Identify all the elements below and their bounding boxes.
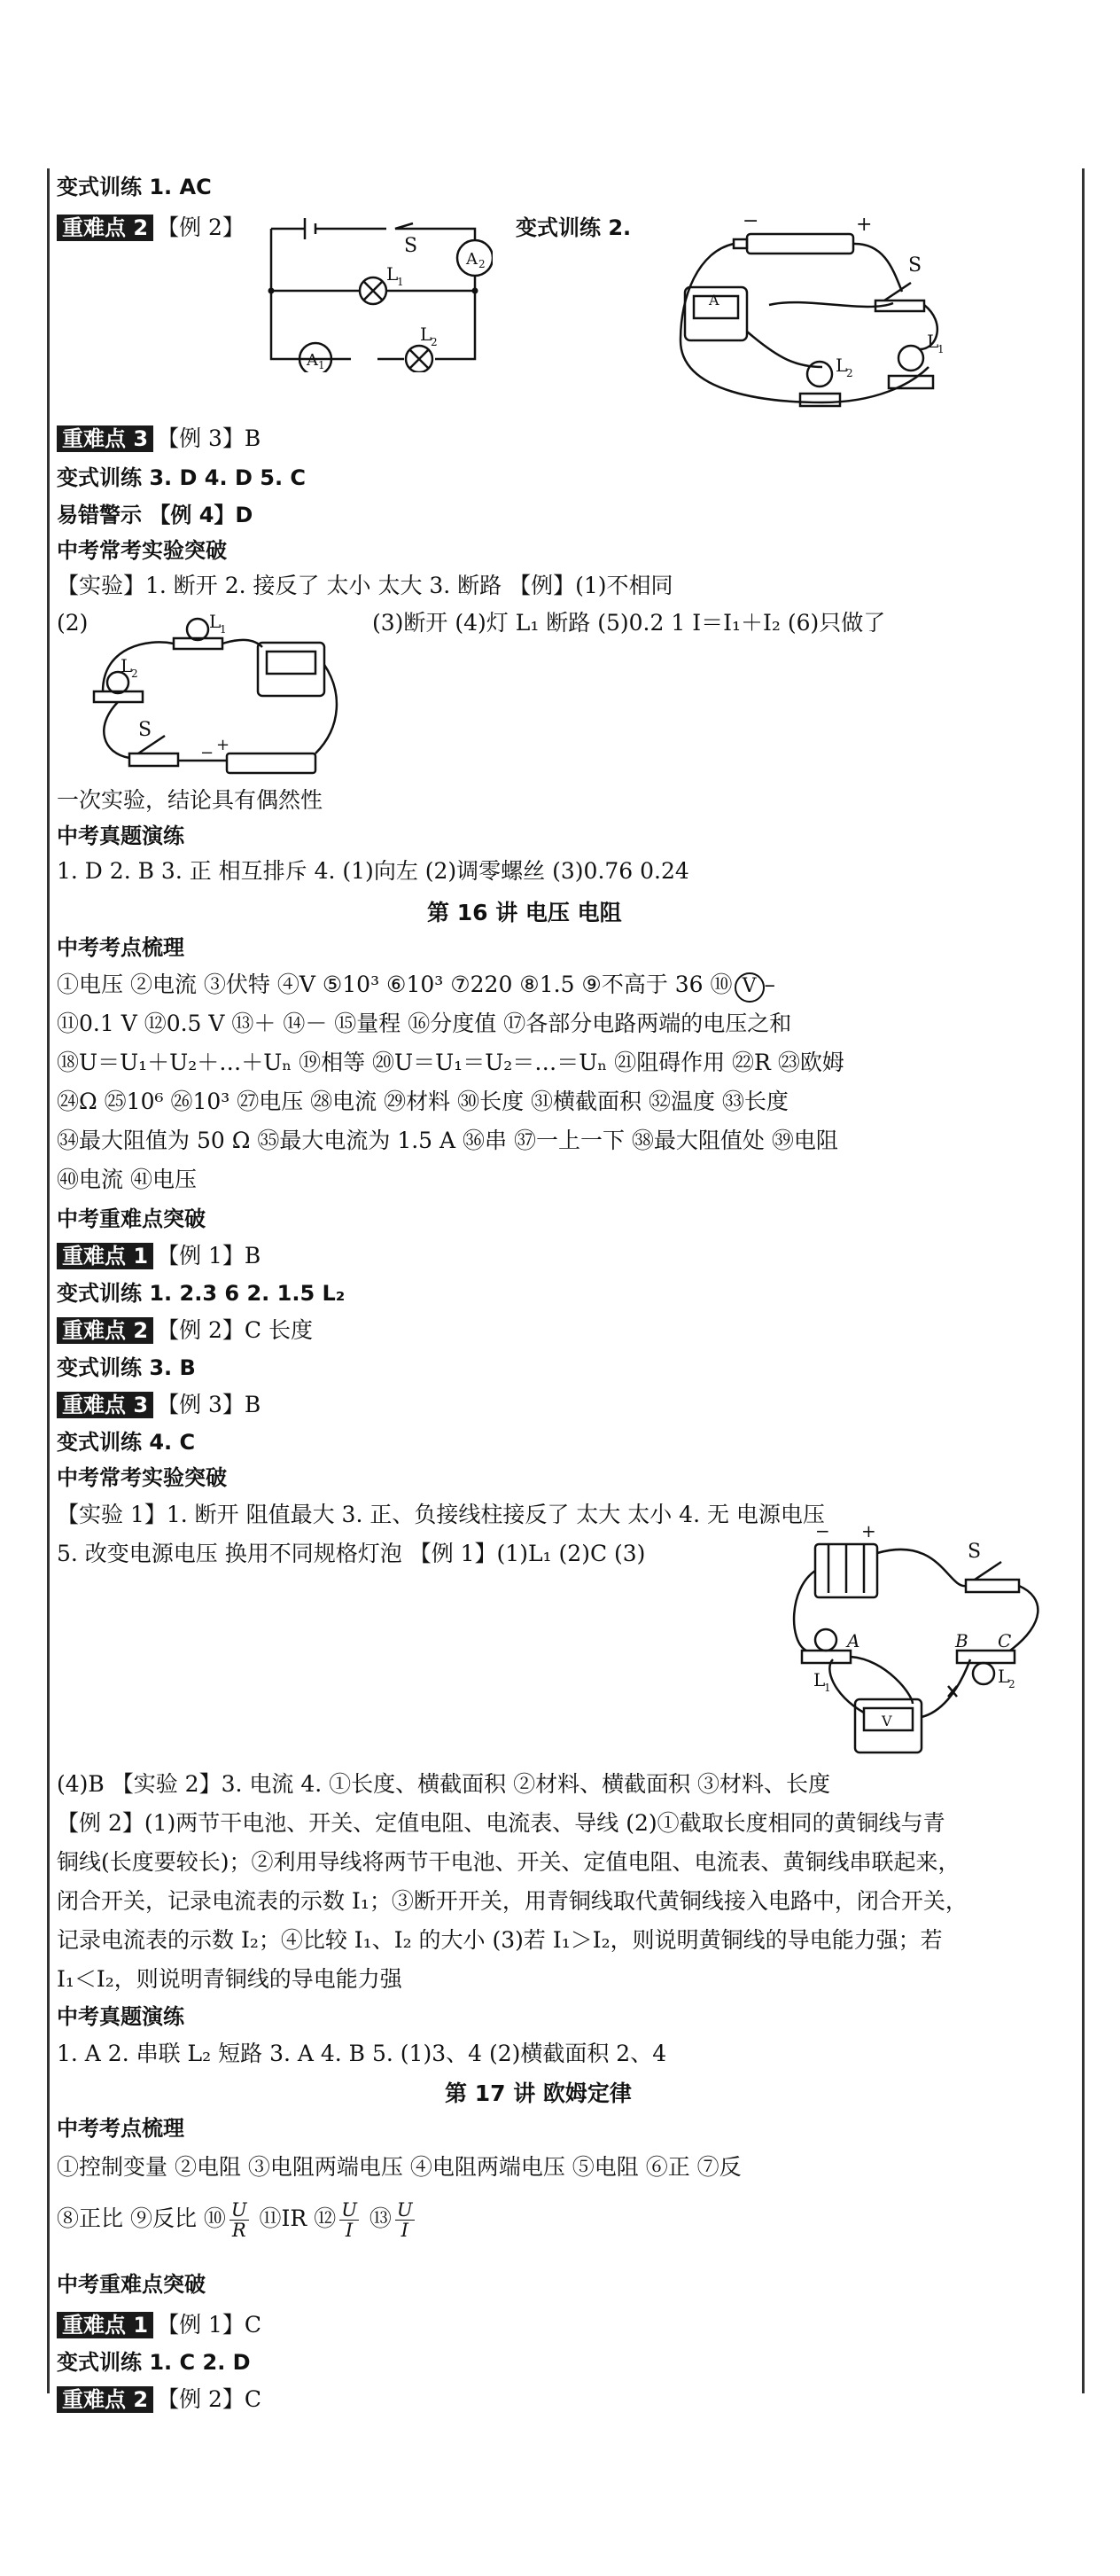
svg-text:−: − [200,744,214,762]
line-points-ohm-1: ①控制变量 ②电阻 ③电阻两端电压 ④电阻两端电压 ⑤电阻 ⑥正 ⑦反 [57,2154,742,2180]
svg-text:S: S [968,1541,982,1563]
line-experiment: 【实验】1. 断开 2. 接反了 太小 太大 3. 断路 【例】(1)不相同 [57,573,673,598]
svg-text:V: V [882,1713,892,1729]
svg-text:L: L [813,1669,826,1690]
line-variant-1: 变式训练 1. AC [57,175,212,199]
line-key-point-2c: 重难点 2 【例 2】C [57,2385,261,2415]
svg-text:+: + [856,216,873,236]
line-variant-3b: 变式训练 3. B [57,1355,196,1380]
physical-circuit-diagram-3 [780,1518,1063,1766]
line-exam-answers-2: 1. A 2. 串联 L₂ 短路 3. A 4. B 5. (1)3、4 (2)横截面积 2、4 [57,2041,667,2066]
physical-circuit-diagram-1 [663,216,955,420]
fraction-u-over-i: $\frac{U}{I}$ [396,2199,413,2241]
line-points-5: ㉞最大阻值为 50 Ω ㉟最大电流为 1.5 A ㊱串 ㊲一上一下 ㊳最大阻值处 ㊴电阻 [57,1128,838,1153]
svg-text:L: L [927,331,939,352]
svg-text:A: A [847,1630,860,1651]
section-heading: 中考重难点突破 [57,2272,206,2297]
line-example-2: (2) [57,610,89,636]
line-variant-2: 变式训练 2. [516,215,632,240]
line-conclusion: 一次实验，结论具有偶然性 [57,787,323,813]
physical-circuit-diagram-2 [85,612,351,780]
key-point-badge: 重难点 2 [57,2386,153,2413]
line-key-point-2b: 重难点 2 【例 2】C 长度 [57,1315,313,1346]
svg-text:S: S [138,719,152,741]
line-points-ohm-2: ⑧正比 ⑨反比 ⑩ $\frac{U}{R}$ ⑪IR ⑫ $\frac{U}{I}$ ⑬ $\frac{U}{I}$ [57,2199,413,2241]
right-margin-rule [1082,168,1085,2393]
line-key-point-3: 重难点 3 【例 3】B [57,424,261,454]
switch-label: S [404,235,418,257]
line-key-point-1: 重难点 1 【例 1】B [57,1241,261,1271]
lecture-title-16: 第 16 讲 电压 电阻 [427,900,622,925]
key-point-badge: 重难点 1 [57,1243,153,1269]
svg-text:−: − [815,1520,830,1542]
svg-text:2: 2 [1008,1678,1015,1690]
svg-text:L: L [386,263,399,285]
svg-text:1: 1 [318,359,325,371]
svg-text:S: S [908,254,922,277]
svg-text:2: 2 [131,667,138,680]
line-example-2-e: I₁＜I₂，则说明青铜线的导电能力强 [57,1966,402,1992]
svg-text:A: A [307,351,318,370]
line-variant-3: 变式训练 3. D 4. D 5. C [57,465,307,490]
line-variant-1c: 变式训练 1. C 2. D [57,2350,251,2375]
line-example-3: (3)断开 (4)灯 L₁ 断路 (5)0.2 1 I＝I₁＋I₂ (6)只做了 [372,610,886,636]
svg-text:L: L [209,612,222,632]
key-point-badge: 重难点 2 [57,1317,153,1344]
svg-text:+: + [216,736,230,754]
left-margin-rule [47,168,50,2393]
circuit-diagram-series-parallel [262,213,493,372]
svg-text:1: 1 [824,1682,831,1694]
line-variant-4b: 变式训练 4. C [57,1430,196,1455]
lecture-title-17: 第 17 讲 欧姆定律 [445,2080,632,2106]
line-key-point-1c: 重难点 1 【例 1】C [57,2310,261,2340]
svg-text:1: 1 [937,343,945,355]
section-heading: 中考常考实验突破 [57,1465,227,1490]
section-heading: 中考重难点突破 [57,1206,206,1231]
svg-text:2: 2 [846,367,853,379]
fraction-u-over-i: $\frac{U}{I}$ [341,2199,357,2241]
line-points-3: ⑱U＝U₁＋U₂＋…＋Uₙ ⑲相等 ⑳U＝U₁＝U₂＝…＝Uₙ ㉑阻碍作用 ㉒R ㉓欧姆 [57,1050,844,1075]
line-example-2-c: 闭合开关，记录电流表的示数 I₁；③断开开关，用青铜线取代黄铜线接入电路中，闭合开关， [57,1888,968,1914]
svg-text:+: + [861,1520,876,1542]
key-point-badge: 重难点 1 [57,2312,153,2338]
line-experiment-2: (4)B 【实验 2】3. 电流 4. ①长度、横截面积 ②材料、横截面积 ③材料、长度 [57,1771,831,1797]
line-experiment-1b: 5. 改变电源电压 换用不同规格灯泡 【例 1】(1)L₁ (2)C (3) [57,1541,646,1566]
line-points-6: ㊵电流 ㊶电压 [57,1167,197,1192]
line-points-1: ①电压 ②电流 ③伏特 ④V ⑤10³ ⑥10³ ⑦220 ⑧1.5 ⑨不高于 36 ⑩ V – [57,970,775,1003]
voltmeter-symbol: V [735,972,765,1003]
svg-text:1: 1 [397,276,404,288]
line-variant-1b: 变式训练 1. 2.3 6 2. 1.5 L₂ [57,1281,346,1306]
key-point-badge: 重难点 2 [57,215,153,241]
svg-text:A: A [466,250,478,269]
line-exam-answers: 1. D 2. B 3. 正 相互排斥 4. (1)向左 (2)调零螺丝 (3)0.76 0.24 [57,858,689,884]
line-example-2-d: 记录电流表的示数 I₂；④比较 I₁、I₂ 的大小 (3)若 I₁＞I₂，则说明黄铜线的导电能力强；若 [57,1927,943,1953]
line-example-2-b: 铜线(长度要较长)；②利用导线将两节干电池、开关、定值电阻、电流表、黄铜线串联起来， [57,1849,961,1875]
section-heading: 中考真题演练 [57,2004,184,2029]
key-point-badge: 重难点 3 [57,425,153,452]
svg-text:B: B [955,1630,968,1651]
section-heading: 中考考点梳理 [57,2116,184,2141]
svg-text:A: A [709,292,719,308]
section-heading: 中考常考实验突破 [57,538,227,563]
svg-text:L: L [998,1666,1010,1687]
svg-text:L: L [121,655,133,676]
line-points-4: ㉔Ω ㉕10⁶ ㉖10³ ㉗电压 ㉘电流 ㉙材料 ㉚长度 ㉛横截面积 ㉜温度 ㉝长度 [57,1089,789,1114]
section-heading: 中考考点梳理 [57,935,184,960]
line-common-errors: 易错警示 【例 4】D [57,503,253,527]
svg-text:2: 2 [431,336,438,348]
section-heading: 中考真题演练 [57,824,184,848]
svg-text:L: L [420,324,432,345]
fraction-u-over-r: $\frac{U}{R}$ [230,2199,247,2241]
key-point-badge: 重难点 3 [57,1392,153,1418]
line-example-2-a: 【例 2】(1)两节干电池、开关、定值电阻、电流表、导线 (2)①截取长度相同的黄铜线与青 [57,1810,945,1836]
line-points-2: ⑪0.1 V ⑫0.5 V ⑬＋ ⑭－ ⑮量程 ⑯分度值 ⑰各部分电路两端的电压之和 [57,1011,792,1036]
line-experiment-1: 【实验 1】1. 断开 阻值最大 3. 正、负接线柱接反了 太大 太小 4. 无 电源电压 [57,1502,825,1527]
line-key-point-2: 重难点 2 【例 2】 [57,213,245,243]
line-key-point-3b: 重难点 3 【例 3】B [57,1390,261,1420]
svg-text:C: C [998,1630,1012,1651]
svg-text:1: 1 [220,623,227,636]
svg-text:2: 2 [478,258,486,270]
svg-text:L: L [836,355,848,376]
svg-text:−: − [743,216,759,232]
